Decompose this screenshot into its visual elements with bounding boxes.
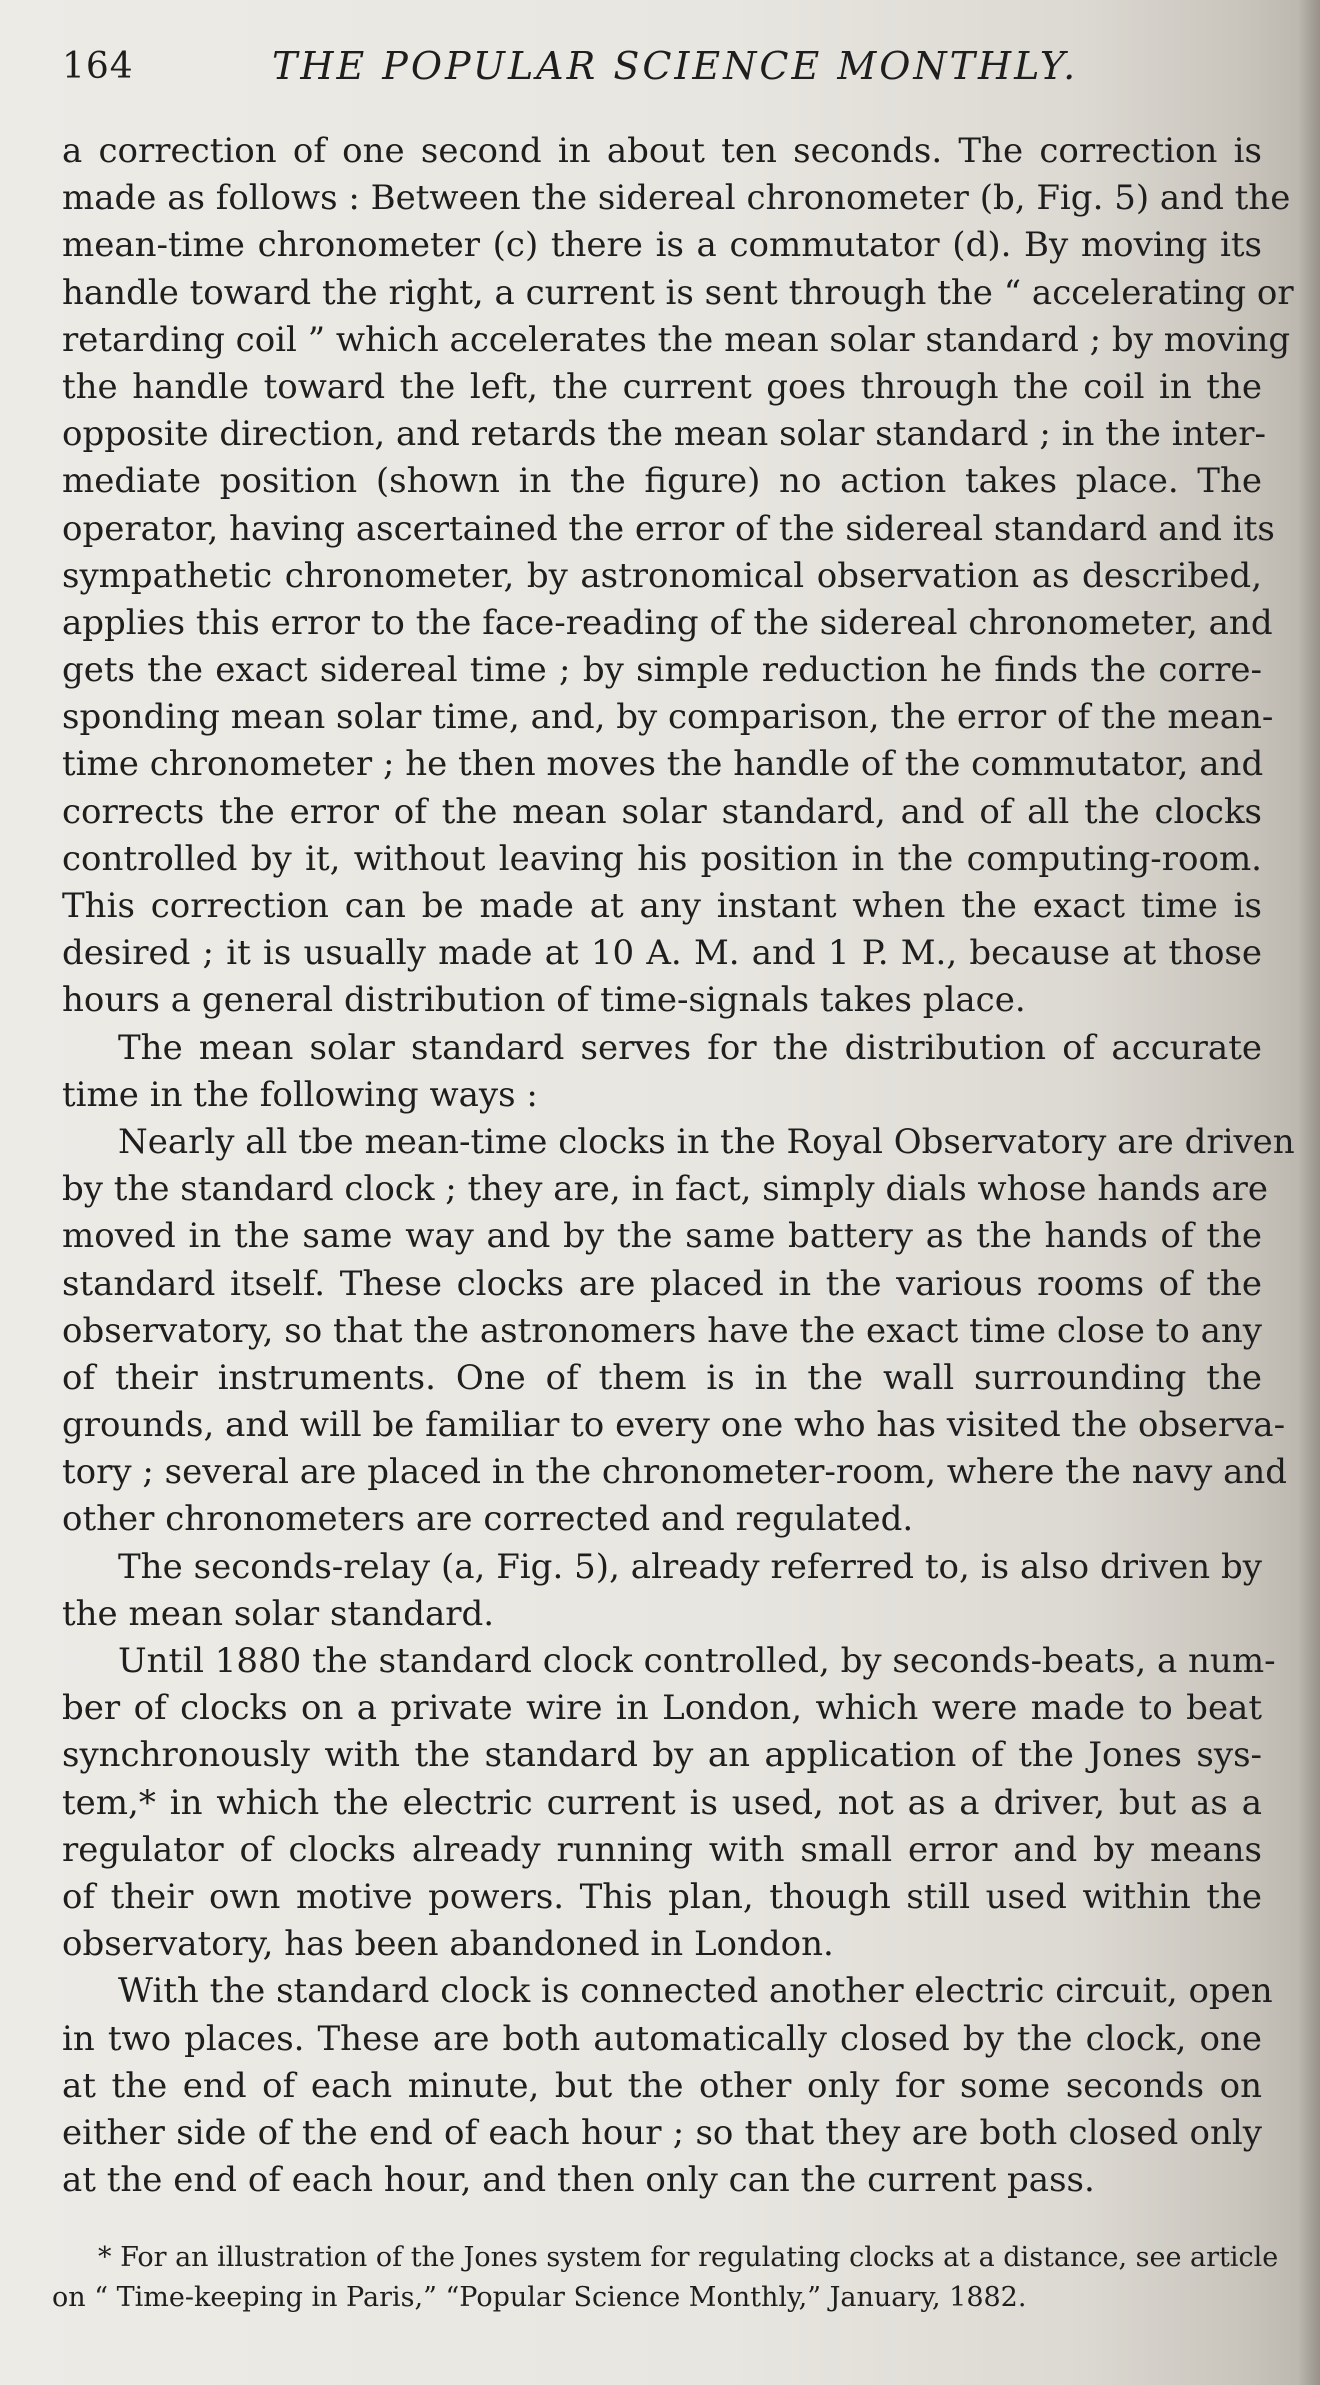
text-line: standard itself. These clocks are placed in the various rooms of the xyxy=(62,1263,1262,1304)
text-line: The mean solar standard serves for the distribution of accurate xyxy=(118,1027,1262,1068)
text-line: tory ; several are placed in the chronometer-room, where the navy and xyxy=(62,1452,1288,1493)
text-line: sympathetic chronometer, by astronomical observation as described, xyxy=(62,555,1262,596)
footnote xyxy=(52,2238,1279,2318)
text-line: Until 1880 the standard clock controlled, by seconds-beats, a num- xyxy=(118,1641,1276,1681)
text-line: retarding coil ” which accelerates the mean solar standard ; by moving xyxy=(62,319,1291,360)
text-line: by the standard clock ; they are, in fact, simply dials whose hands are xyxy=(62,1169,1269,1210)
text-line: at the end of each minute, but the other only for some seconds on xyxy=(62,2065,1262,2106)
text-line: of their instruments. One of them is in the wall surrounding the xyxy=(62,1357,1262,1398)
text-line: in two places. These are both automatically closed by the clock, one xyxy=(62,2018,1262,2059)
text-line: corrects the error of the mean solar standard, and of all the clocks xyxy=(62,791,1262,832)
text-line: ber of clocks on a private wire in London, which were made to beat xyxy=(62,1688,1262,1729)
text-line: Nearly all tbe mean-time clocks in the Royal Observatory are driven xyxy=(118,1121,1295,1162)
text-line: The seconds-relay (a, Fig. 5), already referred to, is also driven by xyxy=(118,1546,1262,1587)
text-line: made as follows : Between the sidereal chronometer (b, Fig. 5) and the xyxy=(62,178,1291,219)
text-line: of their own motive powers. This plan, though still used within the xyxy=(62,1876,1262,1917)
text-line: other chronometers are corrected and regulated. xyxy=(62,1499,914,1540)
text-line: applies this error to the face-reading of the sidereal chronometer, and xyxy=(62,602,1273,643)
text-line: sponding mean solar time, and, by comparison, the error of the mean- xyxy=(62,697,1274,738)
text-line: desired ; it is usually made at 10 A. M. and 1 P. M., because at those xyxy=(62,933,1262,974)
text-line: operator, having ascertained the error of the sidereal standard and its xyxy=(62,508,1275,549)
text-line: This correction can be made at any instant when the exact time is xyxy=(62,886,1262,926)
text-line: controlled by it, without leaving his position in the computing-room. xyxy=(62,838,1262,879)
text-line: time in the following ways : xyxy=(62,1074,538,1115)
text-line: the handle toward the left, the current goes through the coil in the xyxy=(62,366,1262,407)
text-line: moved in the same way and by the same battery as the hands of the xyxy=(62,1216,1262,1257)
text-line: mean-time chronometer (c) there is a commutator (d). By moving its xyxy=(62,225,1262,266)
text-line: observatory, has been abandoned in London. xyxy=(62,1924,834,1965)
text-line: hours a general distribution of time-signals takes place. xyxy=(62,980,1026,1021)
text-line: handle toward the right, a current is sent through the “ accelerating or xyxy=(62,272,1294,313)
text-line: opposite direction, and retards the mean solar standard ; in the inter- xyxy=(62,414,1266,455)
text-line: grounds, and will be familiar to every one who has visited the observa- xyxy=(62,1405,1286,1446)
footnote-line: on “ Time-keeping in Paris,” “Popular Science Monthly,” January, 1882. xyxy=(52,2282,1027,2313)
text-line: tem,* in which the electric current is used, not as a driver, but as a xyxy=(62,1782,1262,1823)
text-line: gets the exact sidereal time ; by simple reduction he finds the corre- xyxy=(62,650,1262,691)
page-gutter-shadow xyxy=(1298,0,1320,2385)
body-text xyxy=(62,128,1295,2204)
text-line: time chronometer ; he then moves the handle of the commutator, and xyxy=(62,744,1264,785)
text-line: the mean solar standard. xyxy=(62,1593,495,1634)
text-line: With the standard clock is connected another electric circuit, open xyxy=(118,1971,1273,2012)
text-line: at the end of each hour, and then only can the current pass. xyxy=(62,2160,1095,2201)
page-number: 164 xyxy=(62,46,134,87)
text-line: regulator of clocks already running with small error and by means xyxy=(62,1829,1262,1870)
text-line: a correction of one second in about ten seconds. The correction is xyxy=(62,131,1262,171)
running-title: THE POPULAR SCIENCE MONTHLY. xyxy=(272,44,1079,88)
text-line: either side of the end of each hour ; so that they are both closed only xyxy=(62,2112,1262,2153)
text-line: mediate position (shown in the figure) no action takes place. The xyxy=(62,461,1262,502)
footnote-line: * For an illustration of the Jones system for regulating clocks at a distance, see article xyxy=(98,2242,1279,2273)
text-line: observatory, so that the astronomers have the exact time close to any xyxy=(62,1310,1262,1351)
page-header xyxy=(62,40,1280,100)
text-line: synchronously with the standard by an application of the Jones sys- xyxy=(62,1735,1262,1776)
